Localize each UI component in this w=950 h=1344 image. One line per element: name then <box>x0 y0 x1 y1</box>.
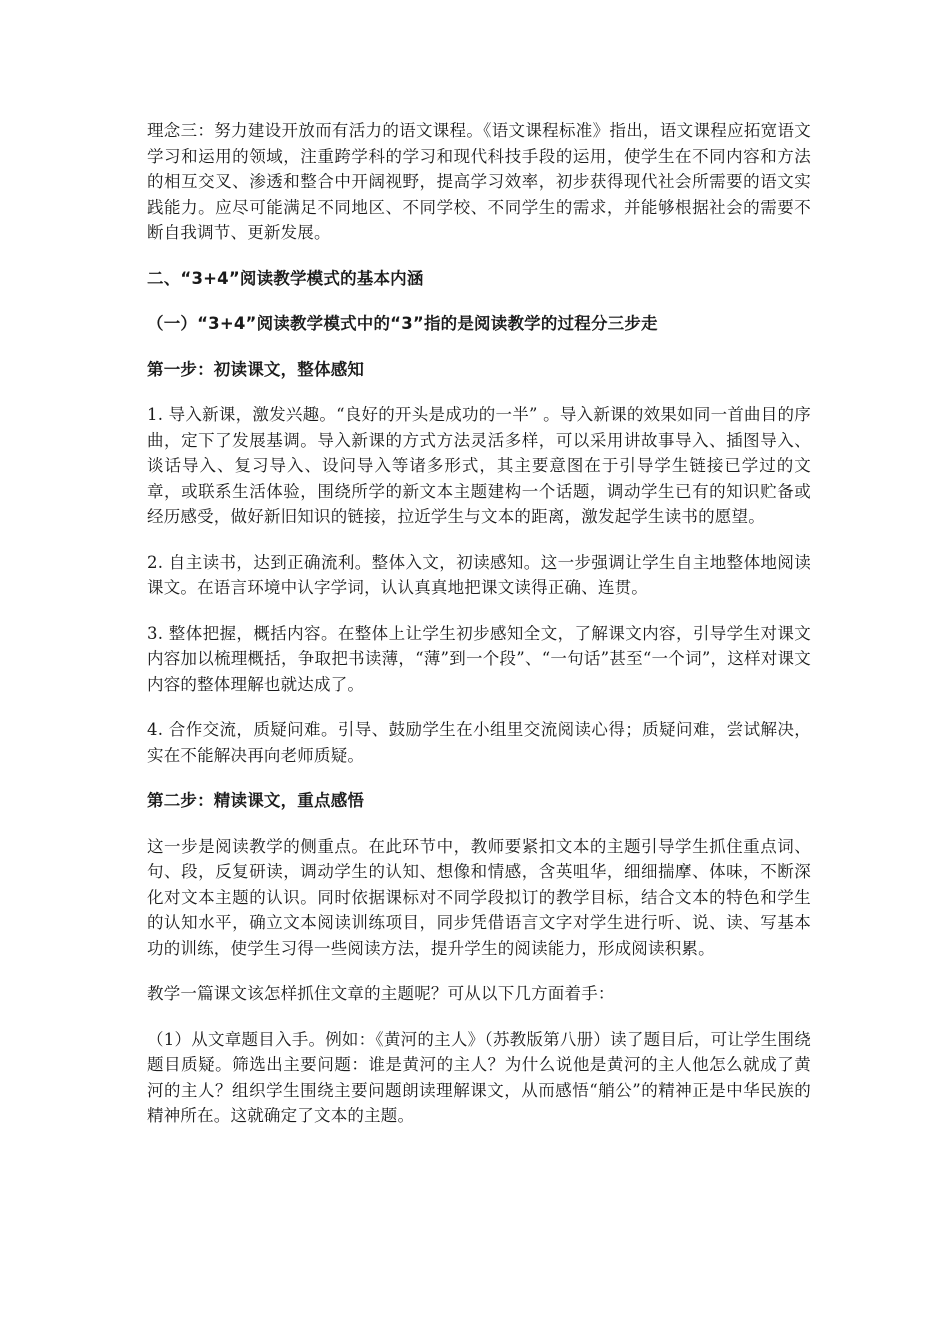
paragraph-theme-question: 教学一篇课文该怎样抓住文章的主题呢？可从以下几方面着手： <box>147 984 615 1003</box>
paragraph-concept-three: 理念三：努力建设开放而有活力的语文课程。《语文课程标准》指出，语文课程应拓宽语文学习和运用的领域，注重跨学科的学习和现代科技手段的运用，使学生在不同内容和方法的相互交叉、渗透和整合中开阔视野，提高学习效率，初步获得现代社会所需要的语文实践能力。应尽可能满足不同地区、不同学校、不同学生的需求，并能够根据社会的需要不断自我调节、更新发展。 <box>147 121 811 242</box>
paragraph-method-1: （1）从文章题目入手。例如：《黄河的主人》（苏教版第八册）读了题目后，可让学生围绕题目质疑。筛选出主要问题：谁是黄河的主人？为什么说他是黄河的主人他怎么就成了黄河的主人？组织学生围绕主要问题朗读理解课文，从而感悟“艄公”的精神正是中华民族的精神所在。这就确定了文本的主题。 <box>147 1029 811 1125</box>
paragraph-step-two-body: 这一步是阅读教学的侧重点。在此环节中，教师要紧扣文本的主题引导学生抓住重点词、句、段，反复研读，调动学生的认知、想像和情感，含英咀华，细细揣摩、体味，不断深化对文本主题的认识。同时依据课标对不同学段拟订的教学目标，结合文本的特色和学生的认知水平，确立文本阅读训练项目，同步凭借语言文字对学生进行听、说、读、写基本功的训练，使学生习得一些阅读方法，提升学生的阅读能力，形成阅读积累。 <box>147 836 811 958</box>
paragraph-item-1: 1. 导入新课，激发兴趣。“良好的开头是成功的一半” 。导入新课的效果如同一首曲目的序曲，定下了发展基调。导入新课的方式方法灵活多样，可以采用讲故事导入、插图导入、谈话导入、复习导入、设问导入等诸多形式，其主要意图在于引导学生链接已学过的文章，或联系生活体验，围绕所学的新文本主题建构一个话题，调动学生已有的知识贮备或经历感受，做好新旧知识的链接，拉近学生与文本的距离，激发起学生读书的愿望。 <box>147 405 811 526</box>
section-heading-two: 二、“3+4”阅读教学模式的基本内涵 <box>147 268 424 288</box>
step-two-heading: 第二步：精读课文，重点感悟 <box>147 791 365 810</box>
paragraph-item-4: 4. 合作交流，质疑问难。引导、鼓励学生在小组里交流阅读心得；质疑问难，尝试解决，实在不能解决再向老师质疑。 <box>147 720 811 765</box>
paragraph-item-2: 2. 自主读书，达到正确流利。整体入文，初读感知。这一步强调让学生自主地整体地阅读课文。在语言环境中认字学词，认认真真地把课文读得正确、连贯。 <box>147 552 811 597</box>
subsection-heading-one: （一）“3+4”阅读教学模式中的“3”指的是阅读教学的过程分三步走 <box>147 314 658 333</box>
paragraph-item-3: 3. 整体把握，概括内容。在整体上让学生初步感知全文，了解课文内容，引导学生对课文内容加以梳理概括，争取把书读薄，“薄”到一个段”、“一句话”甚至“一个词”，这样对课文内容的整体理解也就达成了。 <box>147 623 811 694</box>
step-one-heading: 第一步：初读课文，整体感知 <box>147 359 365 379</box>
document-page <box>147 118 811 1149</box>
